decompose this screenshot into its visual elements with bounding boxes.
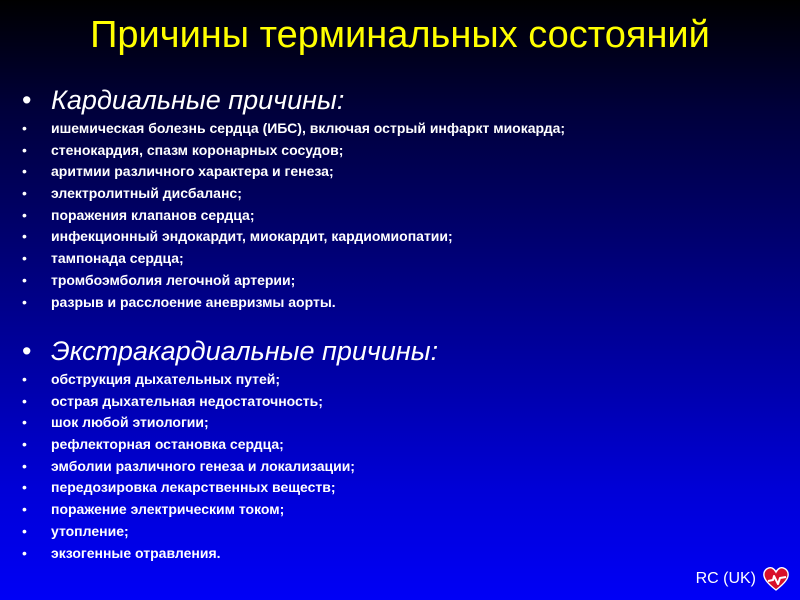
bullet-icon: • [22, 336, 32, 366]
list-item-text: аритмии различного характера и генеза; [51, 163, 334, 180]
bullet-icon: • [22, 392, 27, 409]
bullet-icon: • [22, 228, 27, 245]
bullet-icon: • [22, 414, 27, 431]
bullet-icon: • [22, 250, 27, 267]
bullet-icon: • [22, 163, 27, 180]
cardiac-causes-section [22, 82, 782, 313]
logo-text: RC (UK) [695, 570, 756, 587]
list-item-text: утопление; [51, 522, 129, 539]
list-item [22, 292, 782, 314]
bullet-icon: • [22, 457, 27, 474]
bullet-icon: • [22, 544, 27, 561]
rc-uk-logo [696, 566, 790, 592]
bullet-icon: • [22, 501, 27, 518]
list-item [22, 499, 782, 521]
cardiac-causes-list [22, 118, 782, 313]
bullet-icon: • [22, 141, 27, 158]
extracardiac-causes-section [22, 333, 782, 564]
bullet-icon: • [22, 371, 27, 387]
list-item-text: тампонада сердца; [51, 250, 184, 267]
bullet-icon: • [22, 293, 27, 310]
list-item-text: рефлекторная остановка сердца; [51, 436, 284, 453]
list-item-text: острая дыхательная недостаточность; [51, 392, 323, 409]
list-item-text: электролитный дисбаланс; [51, 185, 242, 202]
list-item [22, 456, 782, 478]
list-item-text: инфекционный эндокардит, миокардит, кардиомиопатии; [51, 228, 453, 245]
bullet-icon: • [22, 436, 27, 453]
list-item [22, 248, 782, 270]
list-item [22, 521, 782, 543]
list-item [22, 161, 782, 183]
bullet-icon: • [22, 85, 32, 115]
cardiac-causes-heading [22, 82, 782, 118]
list-item-text: шок любой этиологии; [51, 414, 209, 431]
list-item-text: стенокардия, спазм коронарных сосудов; [51, 141, 344, 158]
slide-title: Причины терминальных состояний [90, 14, 710, 56]
list-item [22, 183, 782, 205]
list-item [22, 226, 782, 248]
extracardiac-causes-heading-text: Экстракардиальные причины: [51, 336, 439, 366]
extracardiac-causes-list [22, 369, 782, 564]
list-item-text: передозировка лекарственных веществ; [51, 479, 336, 496]
bullet-icon: • [22, 479, 27, 496]
list-item [22, 391, 782, 413]
list-item-text: поражения клапанов сердца; [51, 206, 255, 223]
bullet-icon: • [22, 271, 27, 288]
list-item [22, 477, 782, 499]
list-item-text: поражение электрическим током; [51, 501, 285, 518]
bullet-icon: • [22, 185, 27, 202]
bullet-icon: • [22, 120, 27, 136]
list-item [22, 118, 782, 140]
extracardiac-causes-heading [22, 333, 782, 369]
list-item-text: разрыв и расслоение аневризмы аорты. [51, 293, 336, 310]
list-item-text: ишемическая болезнь сердца (ИБС), включая острый инфаркт миокарда; [51, 120, 566, 136]
heart-logo-icon [762, 566, 790, 592]
list-item [22, 140, 782, 162]
list-item-text: экзогенные отравления. [51, 544, 221, 561]
list-item [22, 434, 782, 456]
cardiac-causes-heading-text: Кардиальные причины: [51, 85, 345, 115]
bullet-icon: • [22, 522, 27, 539]
list-item [22, 270, 782, 292]
list-item-text: тромбоэмболия легочной артерии; [51, 271, 296, 288]
list-item [22, 205, 782, 227]
list-item-text: обструкция дыхательных путей; [51, 371, 281, 387]
list-item [22, 369, 782, 391]
list-item-text: эмболии различного генеза и локализации; [51, 457, 355, 474]
list-item [22, 412, 782, 434]
bullet-icon: • [22, 206, 27, 223]
list-item [22, 543, 782, 565]
